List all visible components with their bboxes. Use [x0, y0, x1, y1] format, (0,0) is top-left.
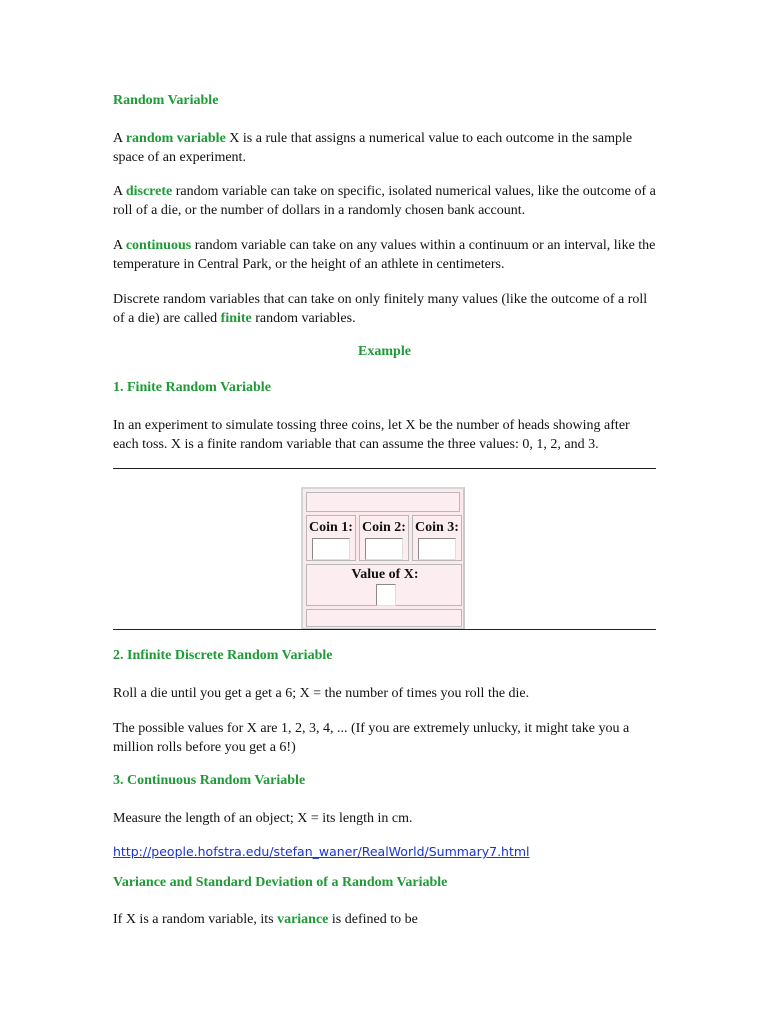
term-variance: variance [277, 912, 329, 927]
text-span: random variable can take on any values within a continuum or an interval, like the temperature in Central Park, or the height of an athlete in centimeters. [113, 238, 656, 272]
coin-1-cell [306, 515, 356, 561]
term-discrete: discrete [125, 184, 173, 199]
value-of-x-label: Value of X: [351, 567, 419, 582]
coin-3-label: Coin 3: [415, 520, 459, 535]
summary-link[interactable]: http://people.hofstra.edu/stefan_waner/RealWorld/Summary7.html [113, 844, 530, 859]
coin-2-cell [359, 515, 409, 561]
simulator-top-bar [306, 492, 460, 512]
value-of-x-cell [306, 564, 462, 606]
page-title: Random Variable [113, 93, 219, 108]
section-2-text-1: Roll a die until you get a get a 6; X = the number of times you roll the die. [113, 686, 530, 701]
text-span: X is a rule that assigns a numerical value to each outcome in the sample space of an experiment. [113, 131, 633, 165]
definition-paragraph [113, 129, 656, 167]
term-random-variable: random variable [125, 131, 226, 146]
text-span: A [113, 238, 126, 253]
section-1-heading: 1. Finite Random Variable [113, 380, 271, 395]
section-1-text: In an experiment to simulate tossing three coins, let X be the number of heads showing after each toss. X is a finite random variable that can assume the three values: 0, 1, 2, and 3. [113, 418, 630, 452]
value-of-x-field[interactable] [376, 584, 396, 606]
variance-paragraph [113, 910, 656, 929]
variance-heading: Variance and Standard Deviation of a Random Variable [113, 875, 448, 890]
text-span: If X is a random variable, its [113, 912, 278, 927]
example-heading: Example [358, 344, 411, 359]
coin-2-field[interactable] [365, 538, 403, 560]
section-2-heading: 2. Infinite Discrete Random Variable [113, 648, 333, 663]
text-span: random variables. [251, 311, 356, 326]
text-span: A [113, 131, 126, 146]
term-finite: finite [220, 311, 252, 326]
continuous-paragraph [113, 236, 656, 274]
finite-paragraph [113, 290, 656, 328]
coin-1-field[interactable] [312, 538, 350, 560]
discrete-paragraph [113, 182, 656, 220]
section-3-text: Measure the length of an object; X = its length in cm. [113, 811, 413, 826]
divider [113, 468, 656, 469]
coin-2-label: Coin 2: [362, 520, 406, 535]
text-span: is defined to be [328, 912, 418, 927]
text-span: random variable can take on specific, isolated numerical values, like the outcome of a roll of a die, or the number of dollars in a randomly chosen bank account. [113, 184, 656, 218]
text-span: A [113, 184, 126, 199]
term-continuous: continuous [125, 238, 192, 253]
text-span: Discrete random variables that can take on only finitely many values (like the outcome of a roll of a die) are called [113, 292, 648, 326]
coin-3-cell [412, 515, 462, 561]
coin-3-field[interactable] [418, 538, 456, 560]
section-3-heading: 3. Continuous Random Variable [113, 773, 306, 788]
simulator-bottom-bar [306, 609, 462, 627]
section-2-text-2: The possible values for X are 1, 2, 3, 4, ... (If you are extremely unlucky, it might take you a million rolls before you get a 6!) [113, 721, 630, 755]
divider [113, 629, 656, 630]
coin-1-label: Coin 1: [309, 520, 353, 535]
coin-simulator [301, 487, 465, 630]
